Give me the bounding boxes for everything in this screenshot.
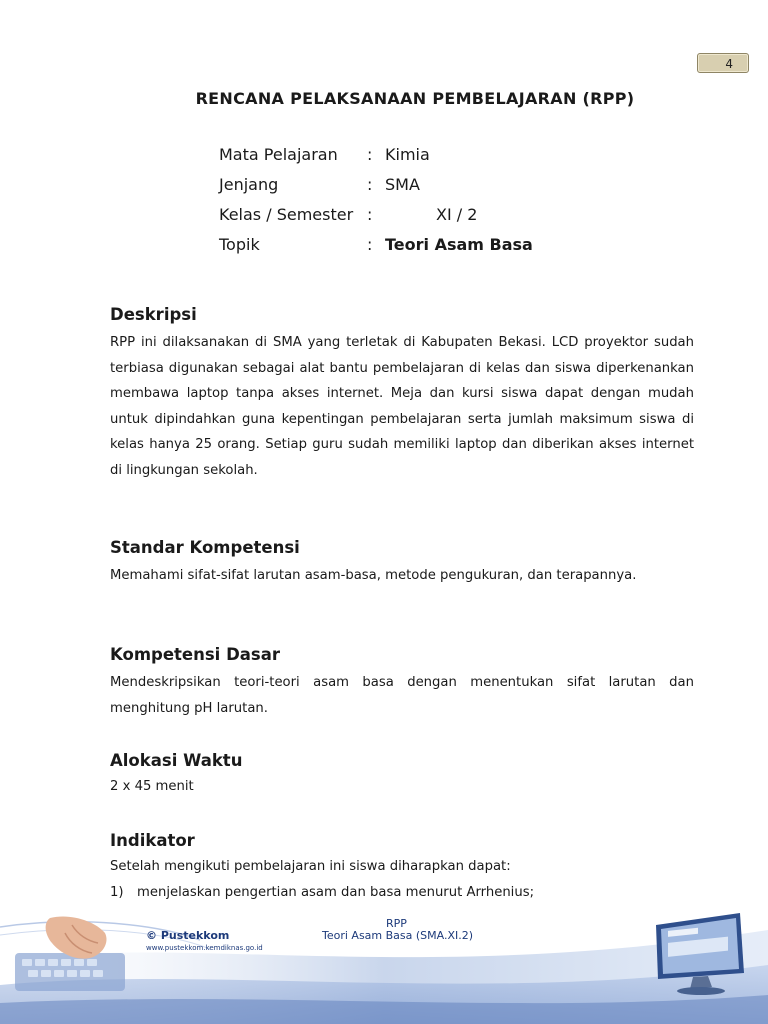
section-heading: Alokasi Waktu [110,751,243,770]
info-label: Topik [219,235,260,254]
section-indikator [110,830,694,905]
footer-subtitle: Teori Asam Basa (SMA.XI.2) [322,929,474,942]
section-standar-kompetensi [110,537,694,589]
info-label: Mata Pelajaran [219,145,338,164]
info-colon: : [367,175,373,194]
info-colon: : [367,145,373,164]
section-text: RPP ini dilaksanakan di SMA yang terletak di Kabupaten Bekasi. LCD proyektor sudah terbiasa digunakan sebagai alat bantu pembelajaran di kelas dan siswa diperkenankan membawa laptop tanpa akses internet. Meja dan kursi siswa dapat dengan mudah untuk dipindahkan guna kepentingan pembelajaran serta jumlah maksimum siswa di kelas hanya 25 orang. Setiap guru sudah memiliki laptop dan diberikan akses internet di lingkungan sekolah. [110,335,694,478]
section-heading: Kompetensi Dasar [110,645,280,664]
hand-keyboard-image [10,913,140,993]
footer-label: RPP [386,917,407,930]
info-value: XI / 2 [436,205,478,224]
footer-logo: © Pustekkom [146,929,230,942]
section-text: Mendeskripsikan teori-teori asam basa dengan menentukan sifat larutan dan menghitung pH larutan. [110,675,694,716]
page-footer [0,905,768,1024]
section-kompetensi-dasar [110,644,694,721]
list-number: 1) [110,884,124,900]
section-heading: Indikator [110,831,195,850]
section-deskripsi [110,304,694,484]
info-label: Jenjang [219,175,279,194]
info-value: Kimia [385,145,430,164]
section-heading: Deskripsi [110,305,197,324]
page-number-badge: 4 [697,53,749,73]
info-label: Kelas / Semester [219,205,354,224]
monitor-image [648,907,758,997]
section-heading: Standar Kompetensi [110,538,300,557]
section-intro: Setelah mengikuti pembelajaran ini siswa diharapkan dapat: [110,859,511,874]
info-colon: : [367,235,373,254]
section-text: Memahami sifat-sifat larutan asam-basa, metode pengukuran, dan terapannya. [110,568,637,583]
info-value: Teori Asam Basa [385,235,533,254]
info-value: SMA [385,175,420,194]
list-item [110,880,694,905]
document-title: RENCANA PELAKSANAAN PEMBELAJARAN (RPP) [195,89,635,108]
section-alokasi-waktu [110,750,694,800]
footer-logo-url: www.pustekkom.kemdiknas.go.id [146,944,263,952]
info-colon: : [367,205,373,224]
section-text: 2 x 45 menit [110,779,194,794]
list-text: menjelaskan pengertian asam dan basa menurut Arrhenius; [137,884,535,900]
